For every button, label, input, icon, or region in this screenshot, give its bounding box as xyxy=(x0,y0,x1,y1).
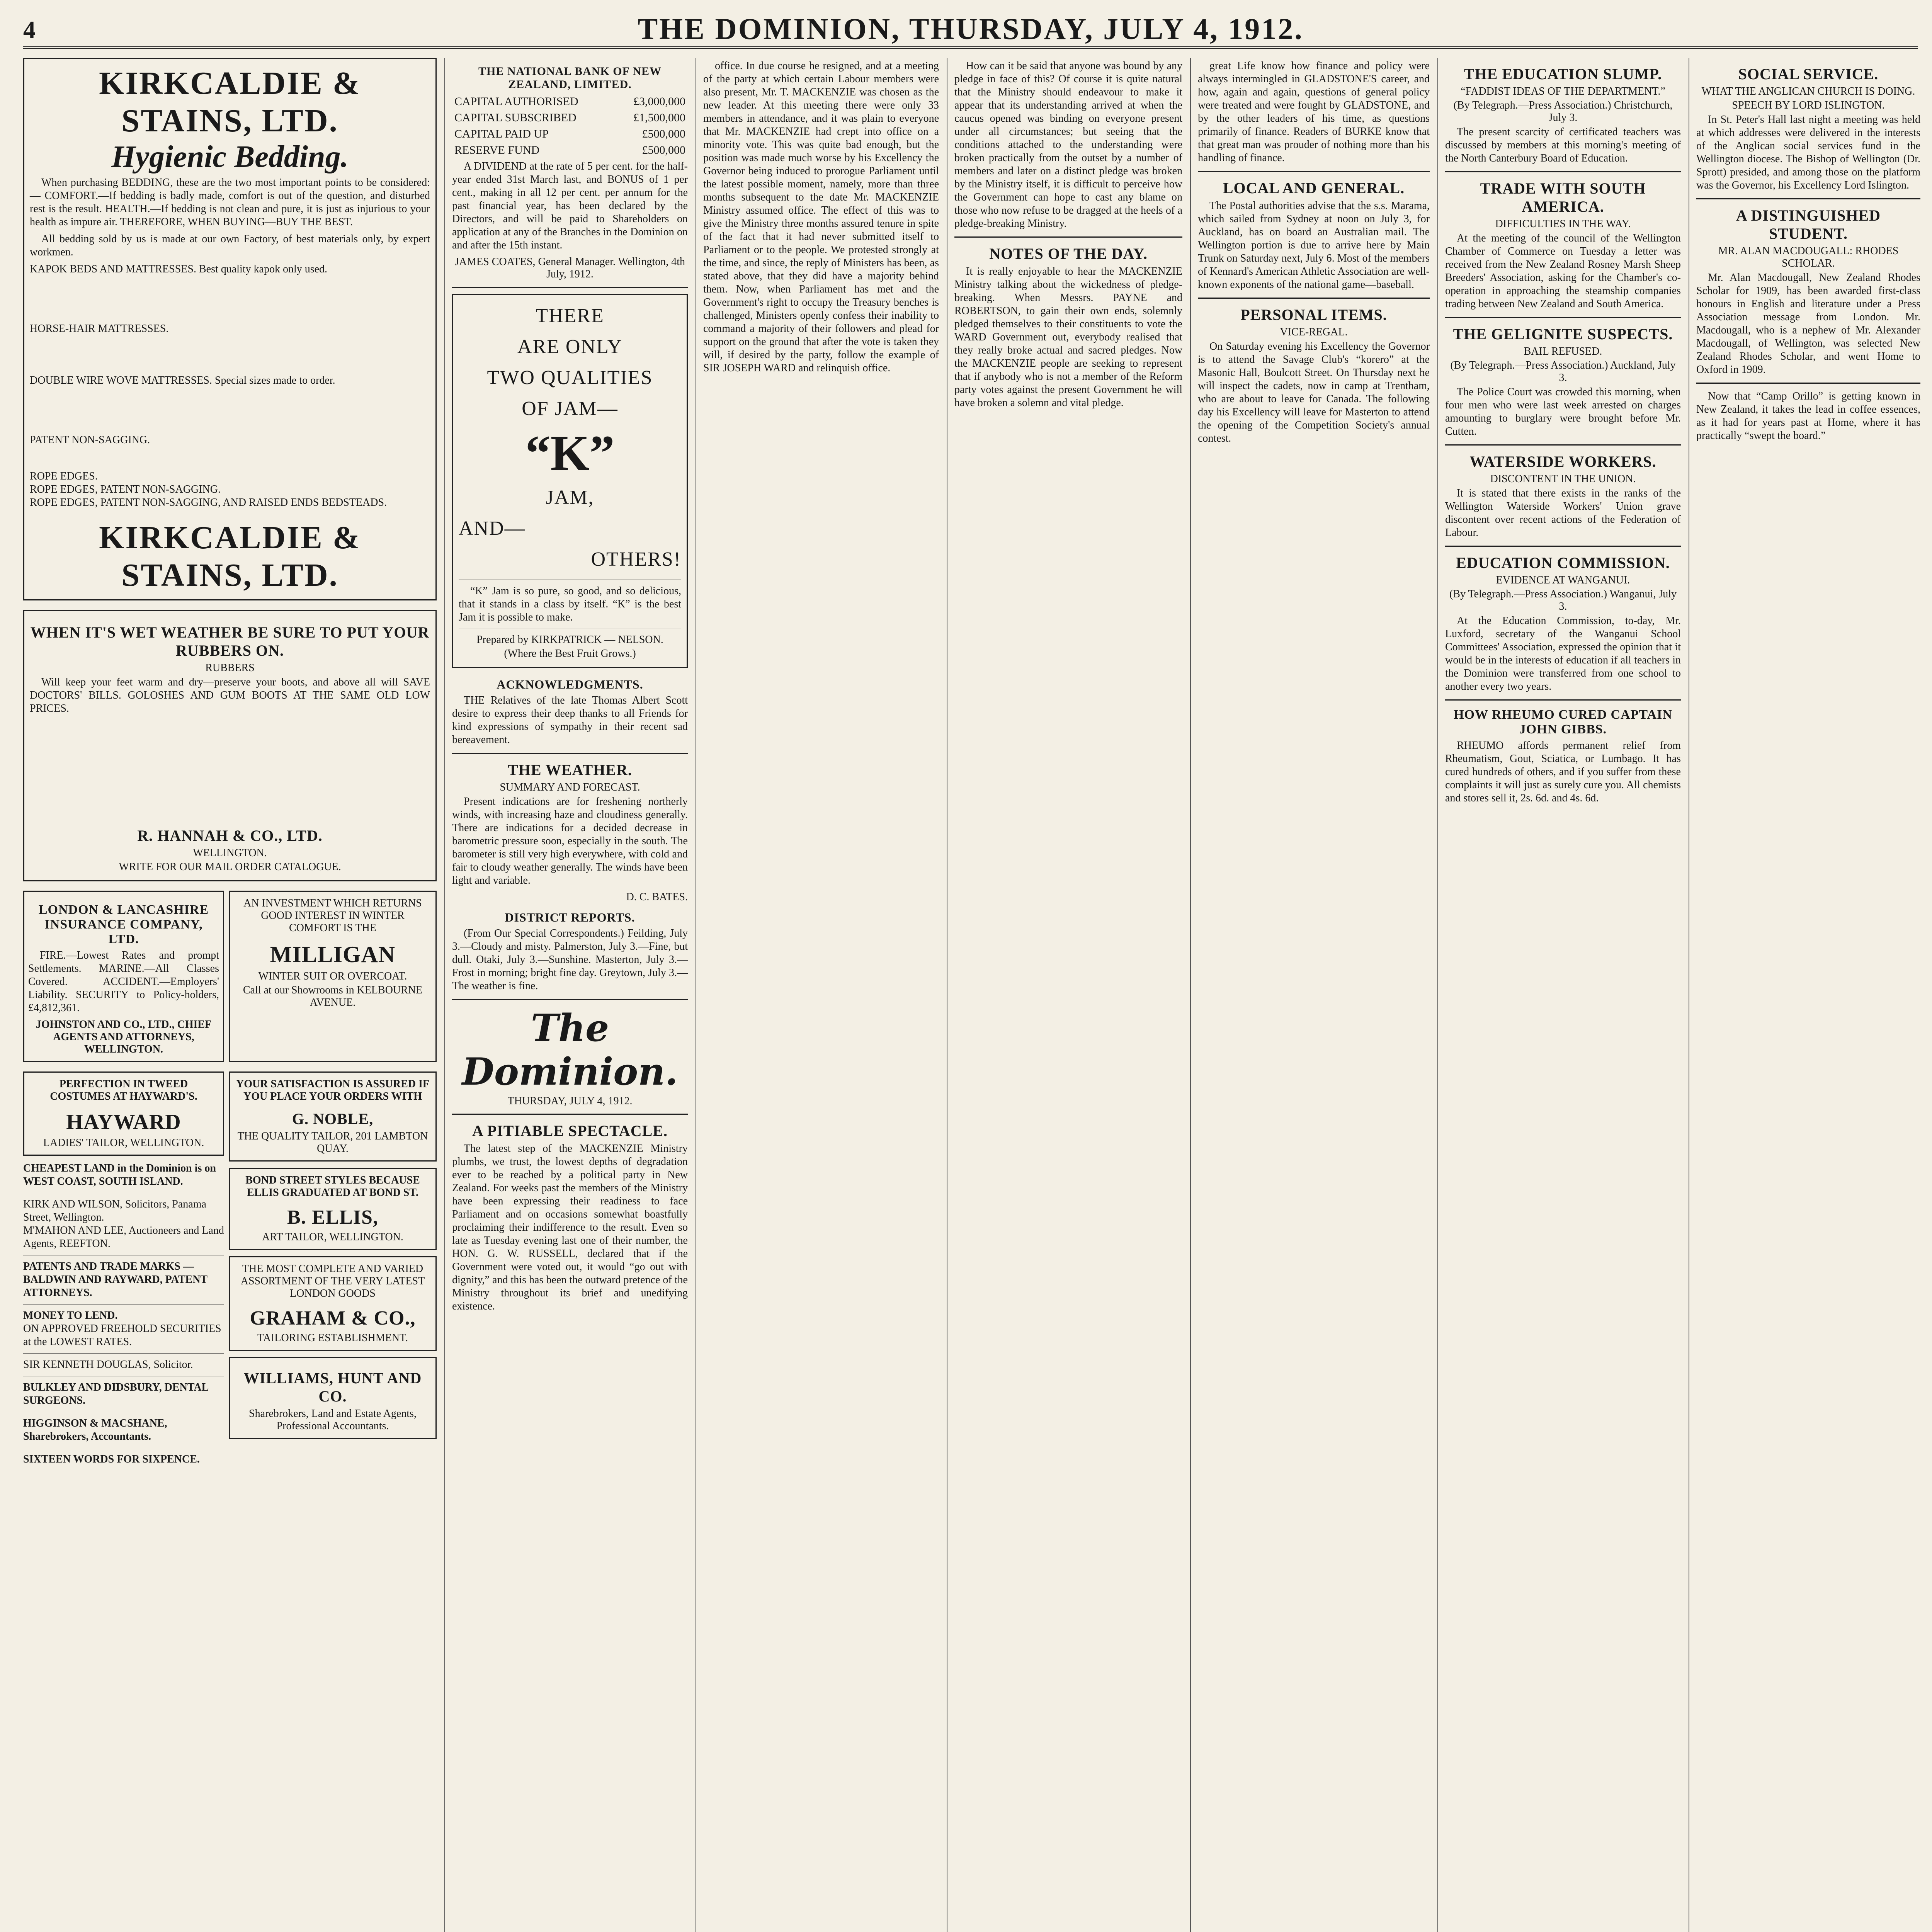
williams-ad xyxy=(229,1357,437,1439)
divider xyxy=(954,236,1182,238)
divider xyxy=(1445,444,1681,446)
column-7 xyxy=(1696,58,1920,1932)
jam-where: (Where the Best Fruit Grows.) xyxy=(504,648,636,660)
notes-heading: NOTES OF THE DAY. xyxy=(989,245,1148,262)
tailor-ads-column xyxy=(229,1071,437,1466)
column-3 xyxy=(703,58,939,1932)
divider xyxy=(1198,171,1430,172)
local-heading: LOCAL AND GENERAL. xyxy=(1223,179,1405,197)
column-rule xyxy=(1437,58,1438,1932)
ad-heading: YOUR SATISFACTION IS ASSURED IF YOU PLACE YOUR ORDERS WITH xyxy=(236,1078,429,1102)
ad-advertiser: G. NOBLE, xyxy=(292,1110,374,1128)
student-body: Mr. Alan Macdougall, New Zealand Rhodes Scholar for 1909, has been awarded first-class honours in English and literature under a Press Association message from London. Mr. Macdougall, who is a nephew of Mr. Alexander Macdougall, of Wellington, was selected New Zealand Rhodes Scholar, and went Home to Oxford in 1909. xyxy=(1696,272,1920,376)
bank-body: A DIVIDEND at the rate of 5 per cent. for the half-year ended 31st March last, and BONUS of 1 per cent., making in all 12 per cent. per annum for the past financial year, has been declared by the Directors, and will be paid to Shareholders on application at any of the Branches in the Dominion on and after the 15th instant. xyxy=(452,160,688,251)
page-title: THE DOMINION, THURSDAY, JULY 4, 1912. xyxy=(638,12,1304,46)
london-lancashire-ad xyxy=(23,891,224,1062)
ellis-ad xyxy=(229,1168,437,1250)
table-cell: £500,000 xyxy=(642,144,685,156)
ad-line: ROPE EDGES, PATENT NON-SAGGING, AND RAISED ENDS BEDSTEADS. xyxy=(30,497,387,509)
gelignite-byline: (By Telegraph.—Press Association.) Auckland, July 3. xyxy=(1450,359,1676,384)
column-6 xyxy=(1445,58,1681,1932)
social-heading: SOCIAL SERVICE. xyxy=(1738,65,1879,83)
social-subheading: WHAT THE ANGLICAN CHURCH IS DOING. xyxy=(1701,85,1915,97)
table-row xyxy=(452,110,688,126)
ack-heading: ACKNOWLEDGMENTS. xyxy=(497,677,643,691)
weather-subheading: SUMMARY AND FORECAST. xyxy=(500,781,640,793)
editorial-continued: office. In due course he resigned, and at a meeting of the party at which certain Labour members were also present, Mr. T. MACKENZIE was chosen as the new leader. At this meeting there were only 33 members in attendance, and it was plain to everyone that Mr. MACKENZIE had crept into office on a minority vote. This was quite bad enough, but the position was made much worse by his Excellency the Governor being induced to prorogue Parliament until the latest possible moment, namely, more than three months subsequent to the date Mr. MACKENZIE Ministry assumed office. The effect of this was to give the Ministry three months assured tenure in spite of the fact that it had never submitted itself to Parliament or to the people. We protested strongly at the time, and since, the reply of Ministers has been, as stated above, that they did have a majority behind them. Now, when Parliament has met and the Government's right to occupy the Treasury benches is challenged, Ministers openly confess their inability to command a majority of their followers and plead for support on the ground that after the vote is taken they will, if desired by the party, follow the example of SIR JOSEPH WARD and relinquish office. xyxy=(703,60,939,374)
notes-continued: great Life know how finance and policy were always intermingled in GLADSTONE'S career, and how, again and again, questions of general policy were treated and were fought by GLADSTONE, and by the other leaders of his time, as questions primarily of finance. Readers of BURKE know that that great man was prouder of nothing more than his handling of finance. xyxy=(1198,60,1430,164)
small-ad: KIRK AND WILSON, Solicitors, Panama Street, Wellington. xyxy=(23,1198,206,1223)
divider xyxy=(1445,317,1681,318)
divider xyxy=(1445,546,1681,547)
personal-heading: PERSONAL ITEMS. xyxy=(1240,306,1387,323)
bank-notice xyxy=(452,65,688,281)
ad-line: ROPE EDGES. xyxy=(30,470,98,482)
small-ad: HIGGINSON & MACSHANE, Sharebrokers, Accountants. xyxy=(23,1417,167,1442)
table-cell: CAPITAL AUTHORISED xyxy=(454,95,578,108)
ad-heading: KIRKCALDIE & STAINS, LTD. xyxy=(99,520,361,593)
jam-body: “K” Jam is so pure, so good, and so delicious, that it stands in a class by itself. “K” is the best Jam it is possible to make. xyxy=(459,585,681,623)
gelignite-subheading: BAIL REFUSED. xyxy=(1524,345,1602,357)
divider xyxy=(1445,699,1681,701)
divider xyxy=(452,1114,688,1115)
column-5 xyxy=(1198,58,1430,1932)
rubbers-ad xyxy=(23,610,437,881)
gelignite-body: The Police Court was crowded this morning, when four men who were last week arrested on charges amounting to burglary were brought before Mr. Cutten. xyxy=(1445,386,1681,437)
personal-body: On Saturday evening his Excellency the Governor is to attend the Savage Club's “korero” at the Masonic Hall, Boulcott Street. On Thursday next he will inspect the cadets, now in camp at Trentham, who are about to leave for Canada. The following day his Excellency will leave for Masterton to attend the opening of the Competition Society's annual contest. xyxy=(1198,340,1430,444)
divider xyxy=(1198,298,1430,299)
gelignite-heading: THE GELIGNITE SUSPECTS. xyxy=(1453,325,1673,343)
rheumo-body: RHEUMO affords permanent relief from Rheumatism, Gout, Sciatica, or Lumbago. It has cured hundreds of others, and if you suffer from these complaints it will just as surely cure you. All chemists and stores sell it, 2s. 6d. and 4s. 6d. xyxy=(1445,740,1681,804)
small-ad: CHEAPEST LAND in the Dominion is on WEST COAST, SOUTH ISLAND. xyxy=(23,1162,216,1187)
local-body: The Postal authorities advise that the s.s. Marama, which sailed from Sydney at noon on July 3, for Auckland, has on board an Australian mail. The Wellington portion is due to arrive here by Main Trunk on Saturday next, July 6. Most of the members of Kennard's American Athletic Association are well-known exponents of the national game—baseball. xyxy=(1198,200,1430,291)
ad-subheading: WINTER SUIT OR OVERCOAT. xyxy=(258,970,407,982)
ad-advertiser: R. HANNAH & CO., LTD. xyxy=(137,827,323,844)
ad-body: All bedding sold by us is made at our own Factory, of best materials only, by expert workmen. xyxy=(30,233,430,258)
small-ad: PATENTS AND TRADE MARKS — BALDWIN AND RAYWARD, PATENT ATTORNEYS. xyxy=(23,1260,207,1299)
trade-body: At the meeting of the council of the Wellington Chamber of Commerce on Tuesday a letter was received from the New Zealand Rosney Marsh Sheep Breeders' Association, asking for the Chamber's co-operation in approaching the steamship companies trading between New Zealand and South America. xyxy=(1445,232,1681,310)
ad-heading: KIRKCALDIE & STAINS, LTD. xyxy=(99,65,361,139)
divider xyxy=(1696,383,1920,384)
weather-signature: D. C. BATES. xyxy=(626,891,688,903)
newspaper-nameplate: The Dominion. xyxy=(462,1006,678,1094)
divider xyxy=(1445,171,1681,172)
noble-ad xyxy=(229,1071,437,1162)
ad-advertiser: B. ELLIS, xyxy=(287,1206,378,1228)
column-rule xyxy=(444,58,445,1932)
price-table xyxy=(30,387,430,434)
commission-subheading: EVIDENCE AT WANGANUI. xyxy=(1496,574,1630,586)
bank-heading: THE NATIONAL BANK OF NEW ZEALAND, LIMITED. xyxy=(478,65,662,91)
kirkcaldie-ad xyxy=(23,58,437,600)
jam-and: AND— xyxy=(459,517,526,539)
jam-others: OTHERS! xyxy=(591,548,681,570)
ad-body: FIRE.—Lowest Rates and prompt Settlements. MARINE.—All Classes Covered. ACCIDENT.—Employers' Liability. SECURITY to Policy-holders, £4,812,361. xyxy=(28,949,219,1014)
jam-word: JAM, xyxy=(546,486,594,509)
ad-town: WELLINGTON. xyxy=(193,847,267,859)
commission-body: At the Education Commission, to-day, Mr. Luxford, secretary of the Wanganui School Committees' Association, expressed the opinion that it would be in the interests of education if all teachers in the Dominion were transferred from one school to another every two years. xyxy=(1445,615,1681,692)
ad-heading: THE MOST COMPLETE AND VARIED ASSORTMENT OF THE VERY LATEST LONDON GOODS xyxy=(240,1263,425,1299)
ad-heading: BOND STREET STYLES BECAUSE ELLIS GRADUATED AT BOND ST. xyxy=(245,1174,420,1199)
table-cell: £3,000,000 xyxy=(633,95,685,108)
commission-byline: (By Telegraph.—Press Association.) Wanganui, July 3. xyxy=(1449,588,1677,612)
ad-subheading: TAILORING ESTABLISHMENT. xyxy=(257,1332,408,1344)
table-cell: £500,000 xyxy=(642,128,685,140)
table-cell: CAPITAL SUBSCRIBED xyxy=(454,111,577,124)
small-ad: ON APPROVED FREEHOLD SECURITIES at the LOWEST RATES. xyxy=(23,1323,221,1348)
hayward-ad xyxy=(23,1071,224,1156)
masthead xyxy=(23,12,1918,49)
ad-body: Will keep your feet warm and dry—preserve your boots, and above all will SAVE DOCTORS' BILLS. GOLOSHES AND GUM BOOTS AT THE SAME OLD LOW PRICES. xyxy=(30,676,430,714)
divider xyxy=(452,287,688,288)
student-subheading: MR. ALAN MACDOUGALL: RHODES SCHOLAR. xyxy=(1718,245,1899,269)
table-row xyxy=(452,142,688,158)
jam-line: OF JAM— xyxy=(522,398,618,420)
ad-subheading: Sharebrokers, Land and Estate Agents, Professional Accountants. xyxy=(249,1408,417,1432)
small-ad: SIXTEEN WORDS FOR SIXPENCE. xyxy=(23,1453,200,1465)
student-heading: A DISTINGUISHED STUDENT. xyxy=(1736,207,1881,242)
slump-body: The present scarcity of certificated teachers was discussed by members at this morning's meeting of the North Canterbury Board of Education. xyxy=(1445,126,1681,164)
district-body: (From Our Special Correspondents.) Feilding, July 3.—Cloudy and misty. Palmerston, July 3.—Fine, but dull. Otaki, July 3.—Sunshine. Masterton, July 3.—Frost in morning; bright fine day. Greytown, July 3.—The weather is fine. xyxy=(452,927,688,992)
weather-body: Present indications are for freshening northerly winds, with increasing haze and cloudiness generally. There are indications for a decided decrease in barometric pressure soon, especially in the south. The barometer is still very high everywhere, with cold and fair to cloudy weather generally. The winds have been light and variable. xyxy=(452,796,688,886)
ad-advertiser: MILLIGAN xyxy=(270,942,396,967)
ad-heading: WHEN IT'S WET WEATHER BE SURE TO PUT YOUR RUBBERS ON. xyxy=(30,624,430,659)
ad-subheading: LADIES' TAILOR, WELLINGTON. xyxy=(43,1137,204,1149)
waterside-subheading: DISCONTENT IN THE UNION. xyxy=(1490,473,1636,485)
ad-address: Call at our Showrooms in KELBOURNE AVENUE. xyxy=(243,984,423,1009)
trade-heading: TRADE WITH SOUTH AMERICA. xyxy=(1480,180,1646,215)
district-heading: DISTRICT REPORTS. xyxy=(505,910,635,924)
small-ad: BULKLEY AND DIDSBURY, DENTAL SURGEONS. xyxy=(23,1381,208,1406)
notes-body: It is really enjoyable to hear the MACKENZIE Ministry talking about the wickedness of pledge-breaking. When Messrs. PAYNE and ROBERTSON, to gain their own ends, solemnly pledged themselves to their constituents to vote the WARD Government out, everybody realised that they really broke actual and sacred pledges. Now the MACKENZIE people are seeking to represent that if anybody who is not a member of the Reform party votes against the present Government he will have broken a solemn and vital pledge. xyxy=(954,265,1182,409)
ad-advertiser: GRAHAM & CO., xyxy=(250,1307,416,1329)
editorial-heading: A PITIABLE SPECTACLE. xyxy=(472,1122,668,1139)
social-body: In St. Peter's Hall last night a meeting was held at which addresses were delivered in the interests of the Anglican social services fund in the Wellington diocese. The Bishop of Wellington (Dr. Sprott) presided, and among those on the platform was the Governor, his Excellency Lord Islington. xyxy=(1696,114,1920,191)
ad-line: PATENT NON-SAGGING. xyxy=(30,434,150,446)
table-cell: CAPITAL PAID UP xyxy=(454,128,549,140)
page-number: 4 xyxy=(23,16,36,43)
divider xyxy=(23,1353,224,1354)
ad-subheading: THE QUALITY TAILOR, 201 LAMBTON QUAY. xyxy=(237,1130,428,1155)
jam-line: TWO QUALITIES xyxy=(487,367,653,389)
personal-subheading: VICE-REGAL. xyxy=(1280,326,1348,338)
column-rule xyxy=(1190,58,1191,1932)
sales-body: Now that “Camp Orillo” is getting known in New Zealand, it takes the lead in coffee essences, as it had for years past at Home, where it has practically “swept the board.” xyxy=(1696,390,1920,442)
table-row xyxy=(452,126,688,142)
slump-subheading: “FADDIST IDEAS OF THE DEPARTMENT.” xyxy=(1461,85,1665,97)
ad-advertiser: HAYWARD xyxy=(66,1110,181,1134)
column-2 xyxy=(452,58,688,1932)
divider xyxy=(452,999,688,1000)
price-list xyxy=(30,719,430,820)
k-jam-ad xyxy=(452,294,688,668)
graham-ad xyxy=(229,1256,437,1351)
divider xyxy=(1696,198,1920,199)
ad-subheading: Hygienic Bedding. xyxy=(111,140,349,174)
newspaper-date: THURSDAY, JULY 4, 1912. xyxy=(507,1095,633,1107)
ad-catalogue: WRITE FOR OUR MAIL ORDER CATALOGUE. xyxy=(119,861,341,873)
divider xyxy=(452,753,688,754)
small-ad: MONEY TO LEND. xyxy=(23,1310,118,1321)
ad-advertiser: WILLIAMS, HUNT AND CO. xyxy=(243,1369,422,1405)
ack-body: THE Relatives of the late Thomas Albert Scott desire to express their deep thanks to all Friends for kind expressions of sympathy in their recent sad bereavement. xyxy=(452,694,688,746)
rheumo-heading: HOW RHEUMO CURED CAPTAIN JOHN GIBBS. xyxy=(1454,707,1672,736)
trade-subheading: DIFFICULTIES IN THE WAY. xyxy=(1495,218,1631,230)
social-subheading-2: SPEECH BY LORD ISLINGTON. xyxy=(1732,99,1885,111)
jam-line: THERE xyxy=(536,305,604,327)
weather-heading: THE WEATHER. xyxy=(508,761,632,779)
column-4 xyxy=(954,58,1182,1932)
ad-heading: AN INVESTMENT WHICH RETURNS GOOD INTEREST IN WINTER COMFORT IS THE xyxy=(243,897,422,934)
editorial-continued: How can it be said that anyone was bound by any pledge in face of this? Of course it is quite natural that the Ministry should endeavour to make it appear that its understanding arrived at when the caucus opened was binding on everyone present under all circumstances; but seeing that the conditions attached to the understanding were broken practically from the outset by a number of members and later on a distinct pledge was broken by the Ministry itself, it is difficult to perceive how the Government can hope to cast any blame on those who now refuse to be dragged at the heels of a pledge-breaking Ministry. xyxy=(954,60,1182,230)
ad-line: HORSE-HAIR MATTRESSES. xyxy=(30,323,169,335)
ad-line: DOUBLE WIRE WOVE MATTRESSES. Special sizes made to order. xyxy=(30,374,335,386)
jam-line: ARE ONLY xyxy=(517,336,623,358)
small-ads-column xyxy=(23,1071,224,1466)
price-table xyxy=(30,447,430,470)
commission-heading: EDUCATION COMMISSION. xyxy=(1456,554,1670,571)
ad-subheading: RUBBERS xyxy=(205,662,255,674)
small-ad: M'MAHON AND LEE, Auctioneers and Land Agents, REEFTON. xyxy=(23,1225,224,1250)
table-row xyxy=(452,94,688,110)
slump-heading: THE EDUCATION SLUMP. xyxy=(1464,65,1662,83)
small-ad: SIR KENNETH DOUGLAS, Solicitor. xyxy=(23,1359,193,1371)
ad-subheading: ART TAILOR, WELLINGTON. xyxy=(262,1231,403,1243)
ad-agents: JOHNSTON AND CO., LTD., CHIEF AGENTS AND ATTORNEYS, WELLINGTON. xyxy=(36,1019,212,1055)
jam-k-logo: “K” xyxy=(525,425,615,481)
ad-line: KAPOK BEDS AND MATTRESSES. Best quality kapok only used. xyxy=(30,263,328,275)
table-cell: RESERVE FUND xyxy=(454,144,540,156)
ad-body: When purchasing BEDDING, these are the two most important points to be considered:— COMFORT.—If bedding is badly made, comfort is out of the question, and disturbed rest is the result. HEALTH.—If bedding is not clean and pure, it is just as injurious to your health as impure air. THEREFORE, WHEN BUYING—BUY THE BEST. xyxy=(30,177,430,228)
price-table xyxy=(30,335,430,374)
waterside-body: It is stated that there exists in the ranks of the Wellington Waterside Workers' Union grave discontent over recent actions of the Federation of Labour. xyxy=(1445,487,1681,539)
editorial-body: The latest step of the MACKENZIE Ministry plumbs, we trust, the lowest depths of degradation ever to be reached by a political party in New Zealand. For weeks past the members of the Ministry have been expressing their readiness to face Parliament and on occasions somewhat boastfully proclaiming their indifference to the result. Even so late as Tuesday evening last one of their number, the HON. G. W. RUSSELL, declared that if the Government were voted out, it would “go out with dignity,” and this has been the outward pretence of the Ministry throughout its brief and unedifying existence. xyxy=(452,1143,688,1312)
milligan-ad xyxy=(229,891,437,1062)
waterside-heading: WATERSIDE WORKERS. xyxy=(1469,453,1656,470)
bank-capital-table xyxy=(452,94,688,158)
price-table xyxy=(30,276,430,322)
table-cell: £1,500,000 xyxy=(633,111,685,124)
column-ads-left xyxy=(23,58,437,1932)
slump-byline: (By Telegraph.—Press Association.) Christchurch, July 3. xyxy=(1453,99,1673,124)
bank-signature: JAMES COATES, General Manager. Wellington, 4th July, 1912. xyxy=(454,256,685,280)
ad-line: ROPE EDGES, PATENT NON-SAGGING. xyxy=(30,483,221,495)
ad-heading: LONDON & LANCASHIRE INSURANCE COMPANY, LTD. xyxy=(38,903,209,946)
jam-prepared: Prepared by KIRKPATRICK — NELSON. xyxy=(476,634,663,646)
ad-heading: PERFECTION IN TWEED COSTUMES AT HAYWARD'S. xyxy=(50,1078,197,1102)
